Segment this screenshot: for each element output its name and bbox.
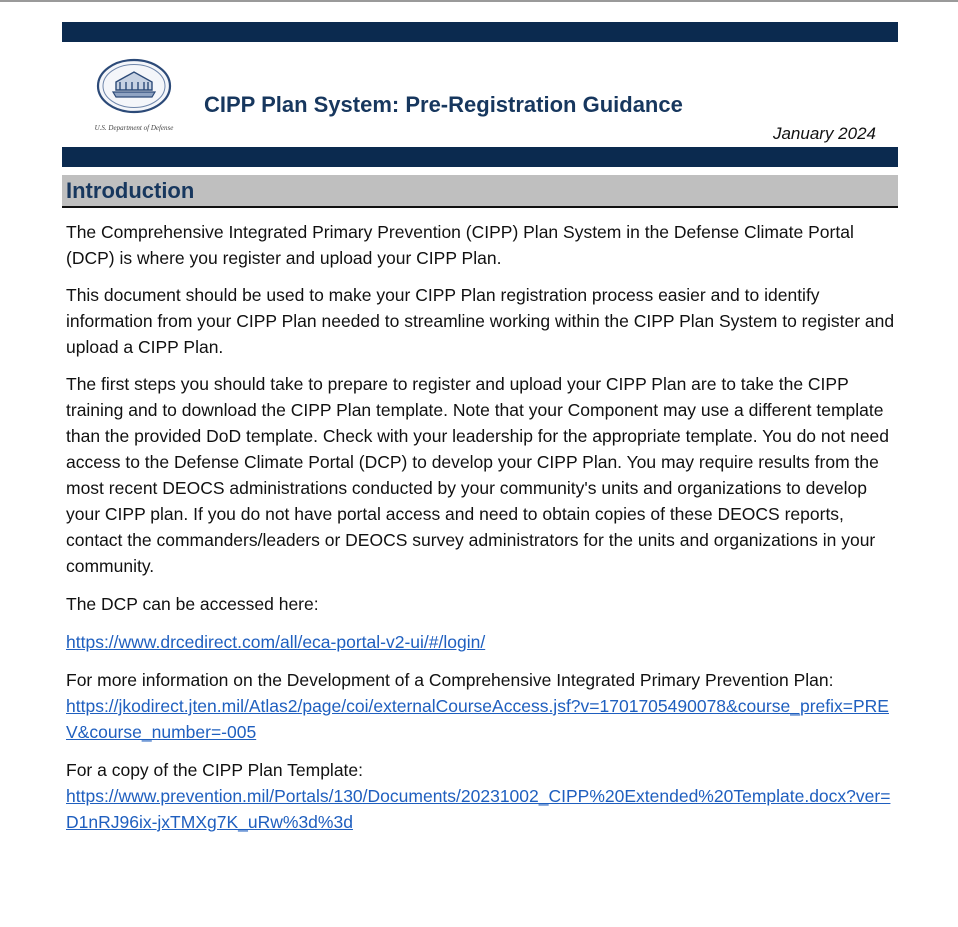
dcp-link-paragraph xyxy=(66,629,896,655)
cipp-template-link[interactable]: https://www.prevention.mil/Portals/130/Documents/20231002_CIPP%20Extended%20Template.docx?ver=D1nRJ96ix-jxTMXg7K_uRw%3d%3d xyxy=(66,786,891,832)
document-page xyxy=(62,22,898,835)
development-info-label: For more information on the Development of a Comprehensive Integrated Primary Prevention Plan: xyxy=(66,670,834,690)
pentagon-seal-icon xyxy=(82,52,186,124)
document-title: CIPP Plan System: Pre-Registration Guidance xyxy=(204,92,683,117)
intro-paragraph-1: The Comprehensive Integrated Primary Prevention (CIPP) Plan System in the Defense Climate Portal (DCP) is where you register and upload your CIPP Plan. xyxy=(66,222,854,268)
document-header xyxy=(62,42,898,148)
dcp-portal-link[interactable]: https://www.drcedirect.com/all/eca-portal-v2-ui/#/login/ xyxy=(66,632,486,652)
header-band-bottom xyxy=(62,147,898,167)
section-heading-introduction: Introduction xyxy=(62,175,898,208)
header-band-top xyxy=(62,22,898,42)
page-top-edge xyxy=(0,0,958,2)
seal-caption: U.S. Department of Defense xyxy=(94,124,174,132)
template-info-paragraph xyxy=(66,757,896,835)
document-date: January 2024 xyxy=(772,124,876,143)
intro-paragraph-2: This document should be used to make your CIPP Plan registration process easier and to identify information from your CIPP Plan needed to streamline working within the CIPP Plan System to register and upload a CIPP Plan. xyxy=(66,285,895,357)
development-course-link[interactable]: https://jkodirect.jten.mil/Atlas2/page/coi/externalCourseAccess.jsf?v=1701705490078&course_prefix=PREV&course_number=-005 xyxy=(66,696,889,742)
development-info-paragraph xyxy=(66,667,896,745)
template-info-label: For a copy of the CIPP Plan Template: xyxy=(66,760,364,780)
dod-seal xyxy=(82,52,186,142)
document-body xyxy=(62,219,898,835)
intro-paragraph-3: The first steps you should take to prepare to register and upload your CIPP Plan are to take the CIPP training and to download the CIPP Plan template. Note that your Component may use a different template than the provided DoD template. Check with your leadership for the appropriate template. You do not need access to the Defense Climate Portal (DCP) to develop your CIPP Plan. You may require results from the most recent DEOCS administrations conducted by your community's units and organizations to develop your CIPP plan. If you do not have portal access and need to obtain copies of these DEOCS reports, contact the commanders/leaders or DEOCS survey administrators for the units and organizations in your community. xyxy=(66,374,890,576)
dcp-access-label: The DCP can be accessed here: xyxy=(66,594,319,614)
